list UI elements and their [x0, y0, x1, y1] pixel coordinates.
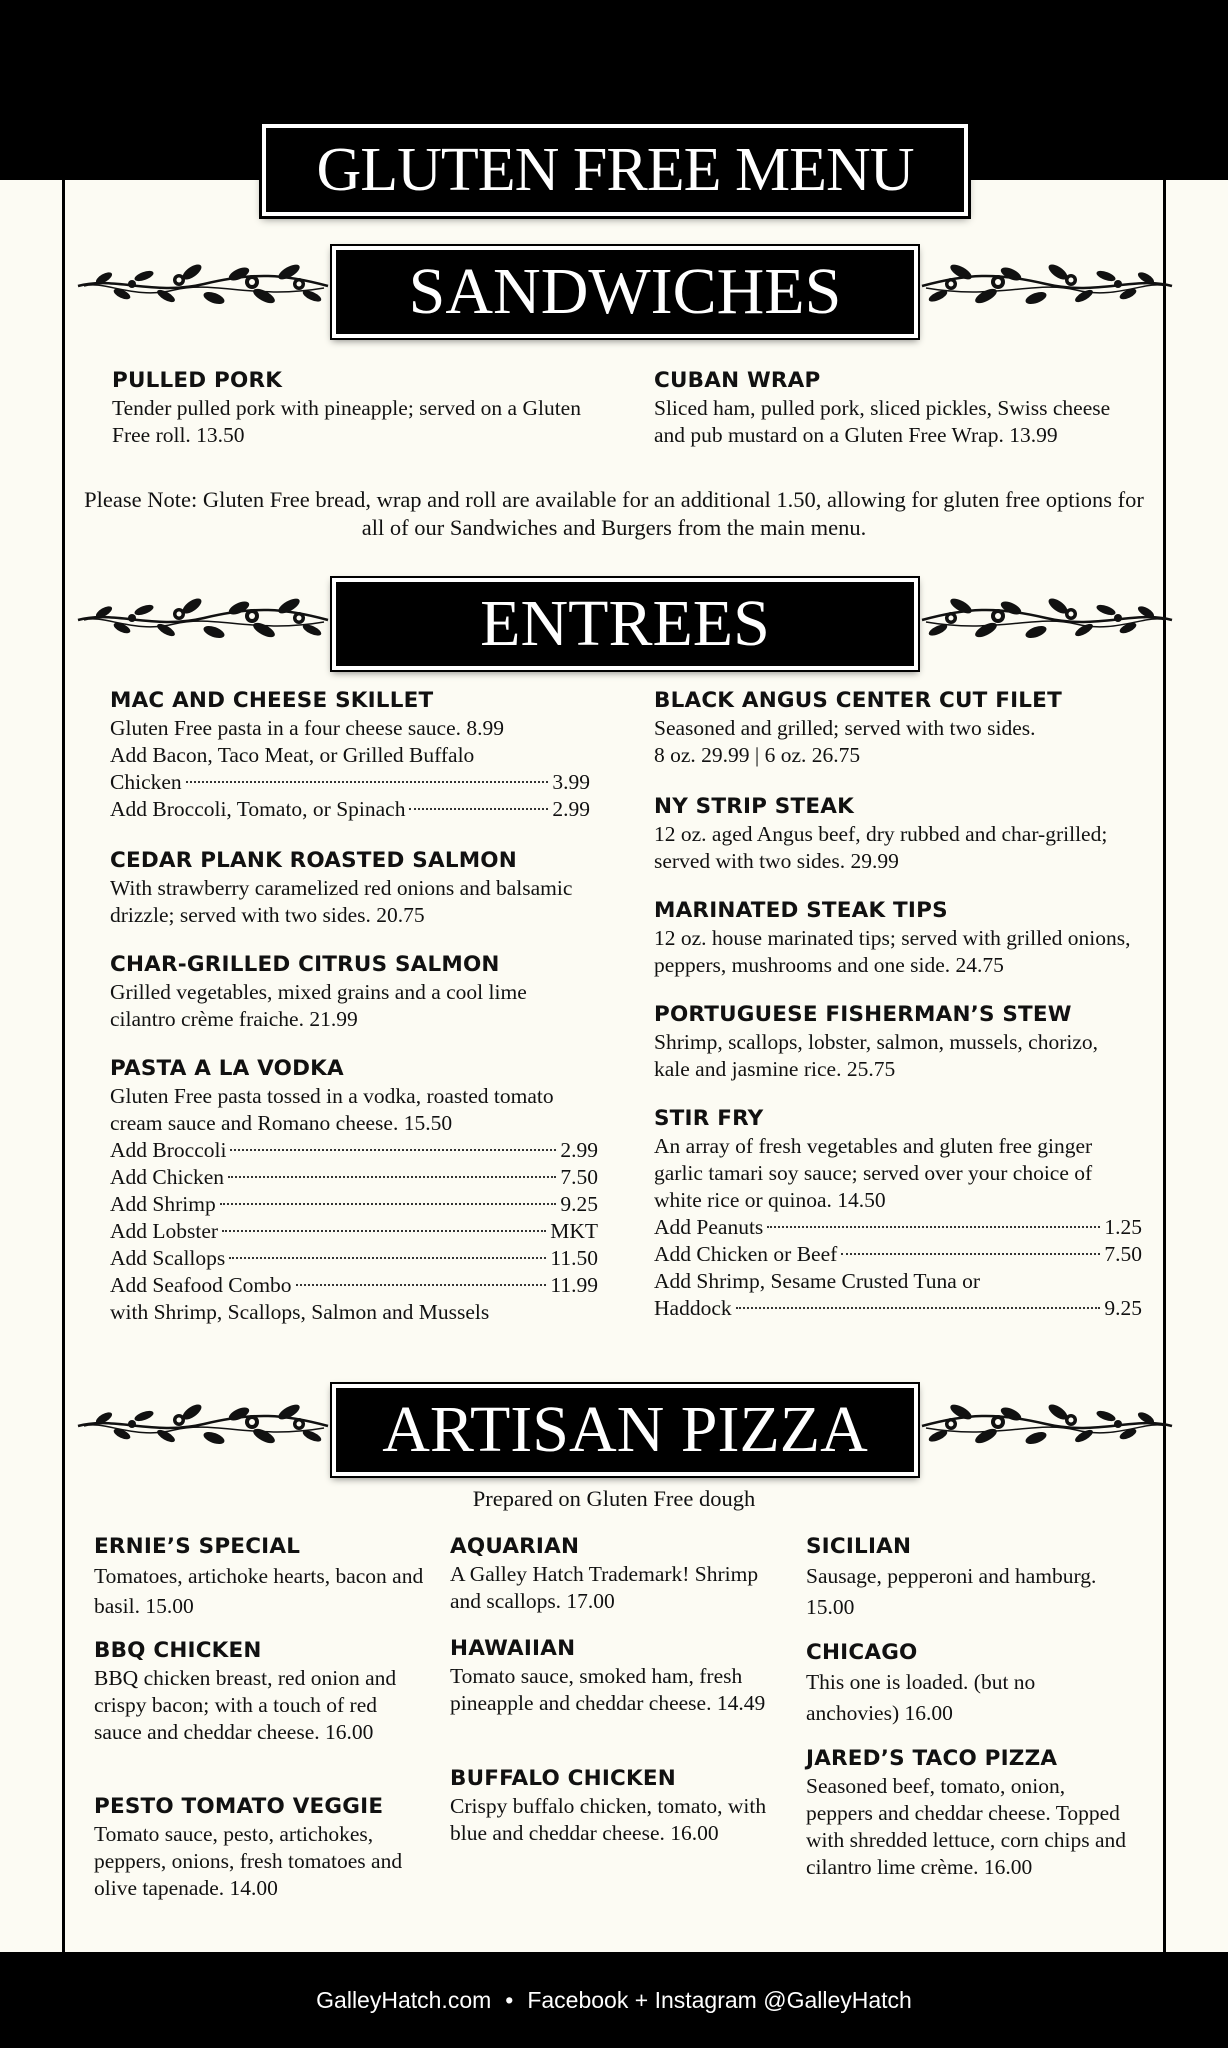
item-description: Grilled vegetables, mixed grains and a cool lime cilantro crème fraiche. 21.99: [110, 980, 527, 1031]
vine-ornament-left-icon: [74, 1390, 332, 1460]
addon-price: 9.25: [560, 1192, 598, 1216]
menu-item-fisherman-stew: [654, 1002, 1134, 1083]
item-name: PESTO TOMATO VEGGIE: [94, 1794, 384, 1819]
item-description: Sausage, pepperoni and hamburg. 15.00: [806, 1564, 1097, 1619]
addon-row: [110, 1245, 598, 1272]
menu-item-chicago: [806, 1640, 1126, 1729]
dot-leader: [229, 1257, 546, 1259]
dot-leader: [767, 1226, 1100, 1228]
addon-price: MKT: [550, 1219, 598, 1243]
item-description: 12 oz. house marinated tips; served with grilled onions, peppers, mushrooms and one side. 24.75: [654, 926, 1131, 977]
item-name: BUFFALO CHICKEN: [450, 1766, 676, 1791]
item-name: ERNIE’S SPECIAL: [94, 1534, 301, 1559]
addon-price: 3.99: [552, 770, 590, 794]
footer-separator: •: [505, 1986, 514, 2013]
addon-row: [654, 1214, 1142, 1241]
item-sizes: 8 oz. 29.99 | 6 oz. 26.75: [654, 743, 861, 767]
dot-leader: [736, 1307, 1101, 1309]
addon-label: Add Scallops: [110, 1246, 226, 1270]
footer-social-link[interactable]: Facebook + Instagram @GalleyHatch: [527, 1986, 912, 2013]
item-description: Gluten Free pasta in a four cheese sauce. 8.99: [110, 716, 505, 740]
vine-ornament-right-icon: [918, 1390, 1176, 1460]
menu-item-angus-filet: [654, 688, 1134, 769]
item-description: Tomato sauce, pesto, artichokes, peppers, onions, fresh tomatoes and olive tapenade. 14.00: [94, 1822, 403, 1900]
addon-row: [654, 1241, 1142, 1268]
addon-row: [110, 769, 590, 796]
item-description: BBQ chicken breast, red onion and crispy bacon; with a touch of red sauce and cheddar cheese. 16.00: [94, 1666, 397, 1744]
addon-price: 11.99: [550, 1273, 598, 1297]
dot-leader: [220, 1203, 557, 1205]
item-name: STIR FRY: [654, 1106, 764, 1131]
menu-item-bbq-chicken: [94, 1638, 424, 1746]
item-description: Crispy buffalo chicken, tomato, with blue and cheddar cheese. 16.00: [450, 1794, 767, 1845]
addon-label: Add Seafood Combo: [110, 1273, 292, 1297]
addon-row: [110, 1137, 598, 1164]
sandwiches-heading: SANDWICHES: [332, 246, 918, 338]
menu-item-pasta-vodka: [110, 1056, 598, 1326]
item-name: AQUARIAN: [450, 1534, 580, 1559]
addon-row: [110, 1272, 598, 1299]
addon-label: Add Chicken: [110, 1165, 225, 1189]
menu-item-cedar-salmon: [110, 848, 590, 929]
frame-border-right: [1163, 180, 1166, 1952]
item-description: Tender pulled pork with pineapple; served on a Gluten Free roll. 13.50: [112, 396, 581, 447]
item-name: SICILIAN: [806, 1534, 912, 1559]
item-description: 12 oz. aged Angus beef, dry rubbed and char-grilled; served with two sides. 29.99: [654, 822, 1108, 873]
item-description: An array of fresh vegetables and gluten free ginger garlic tamari soy sauce; served over your choice of white rice or quinoa. 14.50: [654, 1134, 1093, 1212]
dot-leader: [222, 1230, 546, 1232]
dot-leader: [228, 1176, 556, 1178]
addon-label: Add Shrimp: [110, 1192, 216, 1216]
menu-item-pesto-tomato-veggie: [94, 1794, 434, 1902]
frame-border-left: [62, 180, 65, 1952]
item-name: PULLED PORK: [112, 368, 283, 393]
addon-label: Add Lobster: [110, 1219, 219, 1243]
item-description: Gluten Free pasta tossed in a vodka, roasted tomato cream sauce and Romano cheese. 15.50: [110, 1084, 554, 1135]
menu-item-citrus-salmon: [110, 952, 590, 1033]
addon-line: Add Bacon, Taco Meat, or Grilled Buffalo: [110, 743, 475, 767]
item-description: Seasoned and grilled; served with two sides.: [654, 716, 1036, 740]
menu-item-buffalo-chicken: [450, 1766, 780, 1847]
addon-label: Add Peanuts: [654, 1215, 764, 1239]
pizza-subnote: Prepared on Gluten Free dough: [472, 1486, 756, 1511]
addon-row: [110, 1164, 598, 1191]
menu-item-ny-strip: [654, 794, 1134, 875]
addon-price: 2.99: [560, 1138, 598, 1162]
item-description: Tomato sauce, smoked ham, fresh pineapple and cheddar cheese. 14.49: [450, 1664, 766, 1715]
menu-title: GLUTEN FREE MENU: [262, 124, 968, 216]
vine-ornament-right-icon: [918, 250, 1176, 320]
dot-leader: [841, 1253, 1100, 1255]
addon-row: [110, 1218, 598, 1245]
menu-item-aquarian: [450, 1534, 780, 1615]
item-name: CUBAN WRAP: [654, 368, 821, 393]
addon-price: 11.50: [550, 1246, 598, 1270]
item-name: JARED’S TACO PIZZA: [806, 1746, 1058, 1771]
addon-label: Haddock: [654, 1296, 732, 1320]
addon-label: Chicken: [110, 770, 182, 794]
item-description: This one is loaded. (but no anchovies) 16.00: [806, 1670, 1036, 1725]
dot-leader: [409, 808, 548, 810]
item-name: BBQ CHICKEN: [94, 1638, 262, 1663]
item-name: NY STRIP STEAK: [654, 794, 854, 819]
item-description: Sliced ham, pulled pork, sliced pickles, Swiss cheese and pub mustard on a Gluten Free Wrap. 13.99: [654, 396, 1111, 447]
item-name: CHAR-GRILLED CITRUS SALMON: [110, 952, 500, 977]
item-description: A Galley Hatch Trademark! Shrimp and scallops. 17.00: [450, 1562, 759, 1613]
item-name: PORTUGUESE FISHERMAN’S STEW: [654, 1002, 1072, 1027]
menu-item-pulled-pork: [112, 368, 592, 449]
item-description: With strawberry caramelized red onions and balsamic drizzle; served with two sides. 20.75: [110, 876, 573, 927]
item-name: CHICAGO: [806, 1640, 918, 1665]
menu-item-stir-fry: [654, 1106, 1142, 1322]
menu-item-ernies-special: [94, 1534, 424, 1621]
item-name: PASTA A LA VODKA: [110, 1056, 344, 1081]
dot-leader: [230, 1149, 556, 1151]
addon-price: 9.25: [1104, 1296, 1142, 1320]
menu-item-jareds-taco-pizza: [806, 1746, 1126, 1881]
entrees-heading: ENTREES: [332, 578, 918, 670]
combo-note: with Shrimp, Scallops, Salmon and Mussels: [110, 1300, 490, 1324]
addon-label: Add Broccoli, Tomato, or Spinach: [110, 797, 406, 821]
item-name: HAWAIIAN: [450, 1636, 576, 1661]
addon-price: 7.50: [1104, 1242, 1142, 1266]
item-description: Shrimp, scallops, lobster, salmon, mussels, chorizo, kale and jasmine rice. 25.75: [654, 1030, 1099, 1081]
item-name: MAC AND CHEESE SKILLET: [110, 688, 434, 713]
menu-item-steak-tips: [654, 898, 1134, 979]
item-name: CEDAR PLANK ROASTED SALMON: [110, 848, 517, 873]
pizza-heading: ARTISAN PIZZA: [332, 1384, 918, 1476]
footer-bar: [0, 1952, 1228, 2048]
menu-item-sicilian: [806, 1534, 1126, 1623]
addon-price: 1.25: [1104, 1215, 1142, 1239]
menu-item-cuban-wrap: [654, 368, 1134, 449]
menu-item-hawaiian: [450, 1636, 780, 1717]
vine-ornament-left-icon: [74, 584, 332, 654]
item-name: MARINATED STEAK TIPS: [654, 898, 948, 923]
vine-ornament-right-icon: [918, 584, 1176, 654]
addon-price: 2.99: [552, 797, 590, 821]
footer-website-link[interactable]: GalleyHatch.com: [316, 1986, 492, 2013]
addon-label: Add Broccoli: [110, 1138, 227, 1162]
menu-item-mac-and-cheese: [110, 688, 590, 823]
addon-price: 7.50: [560, 1165, 598, 1189]
sandwiches-note: Please Note: Gluten Free bread, wrap and roll are available for an additional 1.50, allowing for gluten free options for all of our Sandwiches and Burgers from the main menu.: [84, 487, 1144, 540]
vine-ornament-left-icon: [74, 250, 332, 320]
item-description: Seasoned beef, tomato, onion, peppers and cheddar cheese. Topped with shredded lettuce, corn chips and cilantro lime crème. 16.00: [806, 1774, 1127, 1879]
dot-leader: [296, 1284, 547, 1286]
addon-line: Add Shrimp, Sesame Crusted Tuna or: [654, 1269, 981, 1293]
addon-row: [110, 1191, 598, 1218]
addon-row: [110, 796, 590, 823]
addon-row: [654, 1295, 1142, 1322]
dot-leader: [186, 781, 549, 783]
item-description: Tomatoes, artichoke hearts, bacon and basil. 15.00: [94, 1564, 424, 1618]
addon-label: Add Chicken or Beef: [654, 1242, 838, 1266]
item-name: BLACK ANGUS CENTER CUT FILET: [654, 688, 1062, 713]
